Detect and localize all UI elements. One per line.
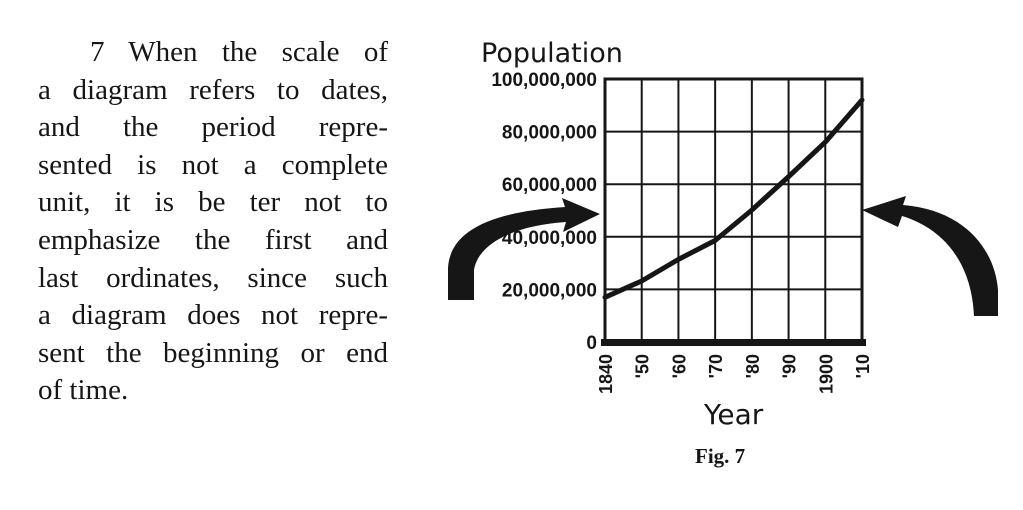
paragraph-line: unit, it is be ter not to	[38, 186, 388, 219]
y-tick-label: 60,000,000	[501, 175, 597, 197]
y-axis-title: Population	[481, 38, 623, 69]
figure-caption: Fig. 7	[695, 444, 746, 468]
y-tick-label: 40,000,000	[501, 227, 597, 249]
paragraph-line: and the period repre-	[38, 111, 388, 144]
x-tick-label: '60	[669, 354, 690, 379]
data-point	[640, 279, 643, 282]
x-tick-label: 1840	[596, 354, 616, 395]
population-line	[605, 100, 862, 297]
x-tick-label: '80	[742, 354, 763, 379]
y-tick-label: 80,000,000	[501, 122, 597, 144]
x-axis-baseline	[601, 339, 866, 346]
paragraph-line: a diagram refers to dates,	[38, 73, 388, 106]
x-tick-label: '50	[632, 354, 653, 379]
data-point	[714, 239, 717, 242]
paragraph-line: a diagram does not repre-	[38, 299, 388, 332]
y-tick-label: 0	[586, 333, 597, 354]
right-arrow-icon	[862, 196, 998, 316]
paragraph-line: last ordinates, since such	[38, 261, 388, 294]
data-point	[604, 296, 607, 299]
x-tick-label: '10	[853, 354, 873, 379]
data-point	[750, 208, 753, 211]
plot-frame	[605, 79, 862, 342]
data-point	[861, 99, 864, 102]
paragraph-line: emphasize the first and	[38, 223, 388, 256]
paragraph-line: sent the beginning or end	[38, 336, 388, 369]
x-axis-title: Year	[704, 398, 764, 431]
paragraph-line: sented is not a complete	[38, 148, 388, 181]
x-tick-label: '90	[779, 354, 800, 379]
data-point	[824, 141, 827, 144]
x-tick-labels	[596, 354, 873, 394]
paragraph-line: 7 When the scale of	[90, 36, 388, 68]
paragraph-line: of time.	[38, 374, 129, 407]
y-tick-label: 20,000,000	[501, 280, 597, 302]
chart-grid	[601, 79, 866, 346]
x-tick-label: '70	[706, 354, 727, 379]
y-tick-label: 100,000,000	[491, 70, 597, 91]
x-tick-label: 1900	[816, 354, 837, 395]
data-point	[677, 258, 680, 261]
data-point	[787, 175, 790, 178]
